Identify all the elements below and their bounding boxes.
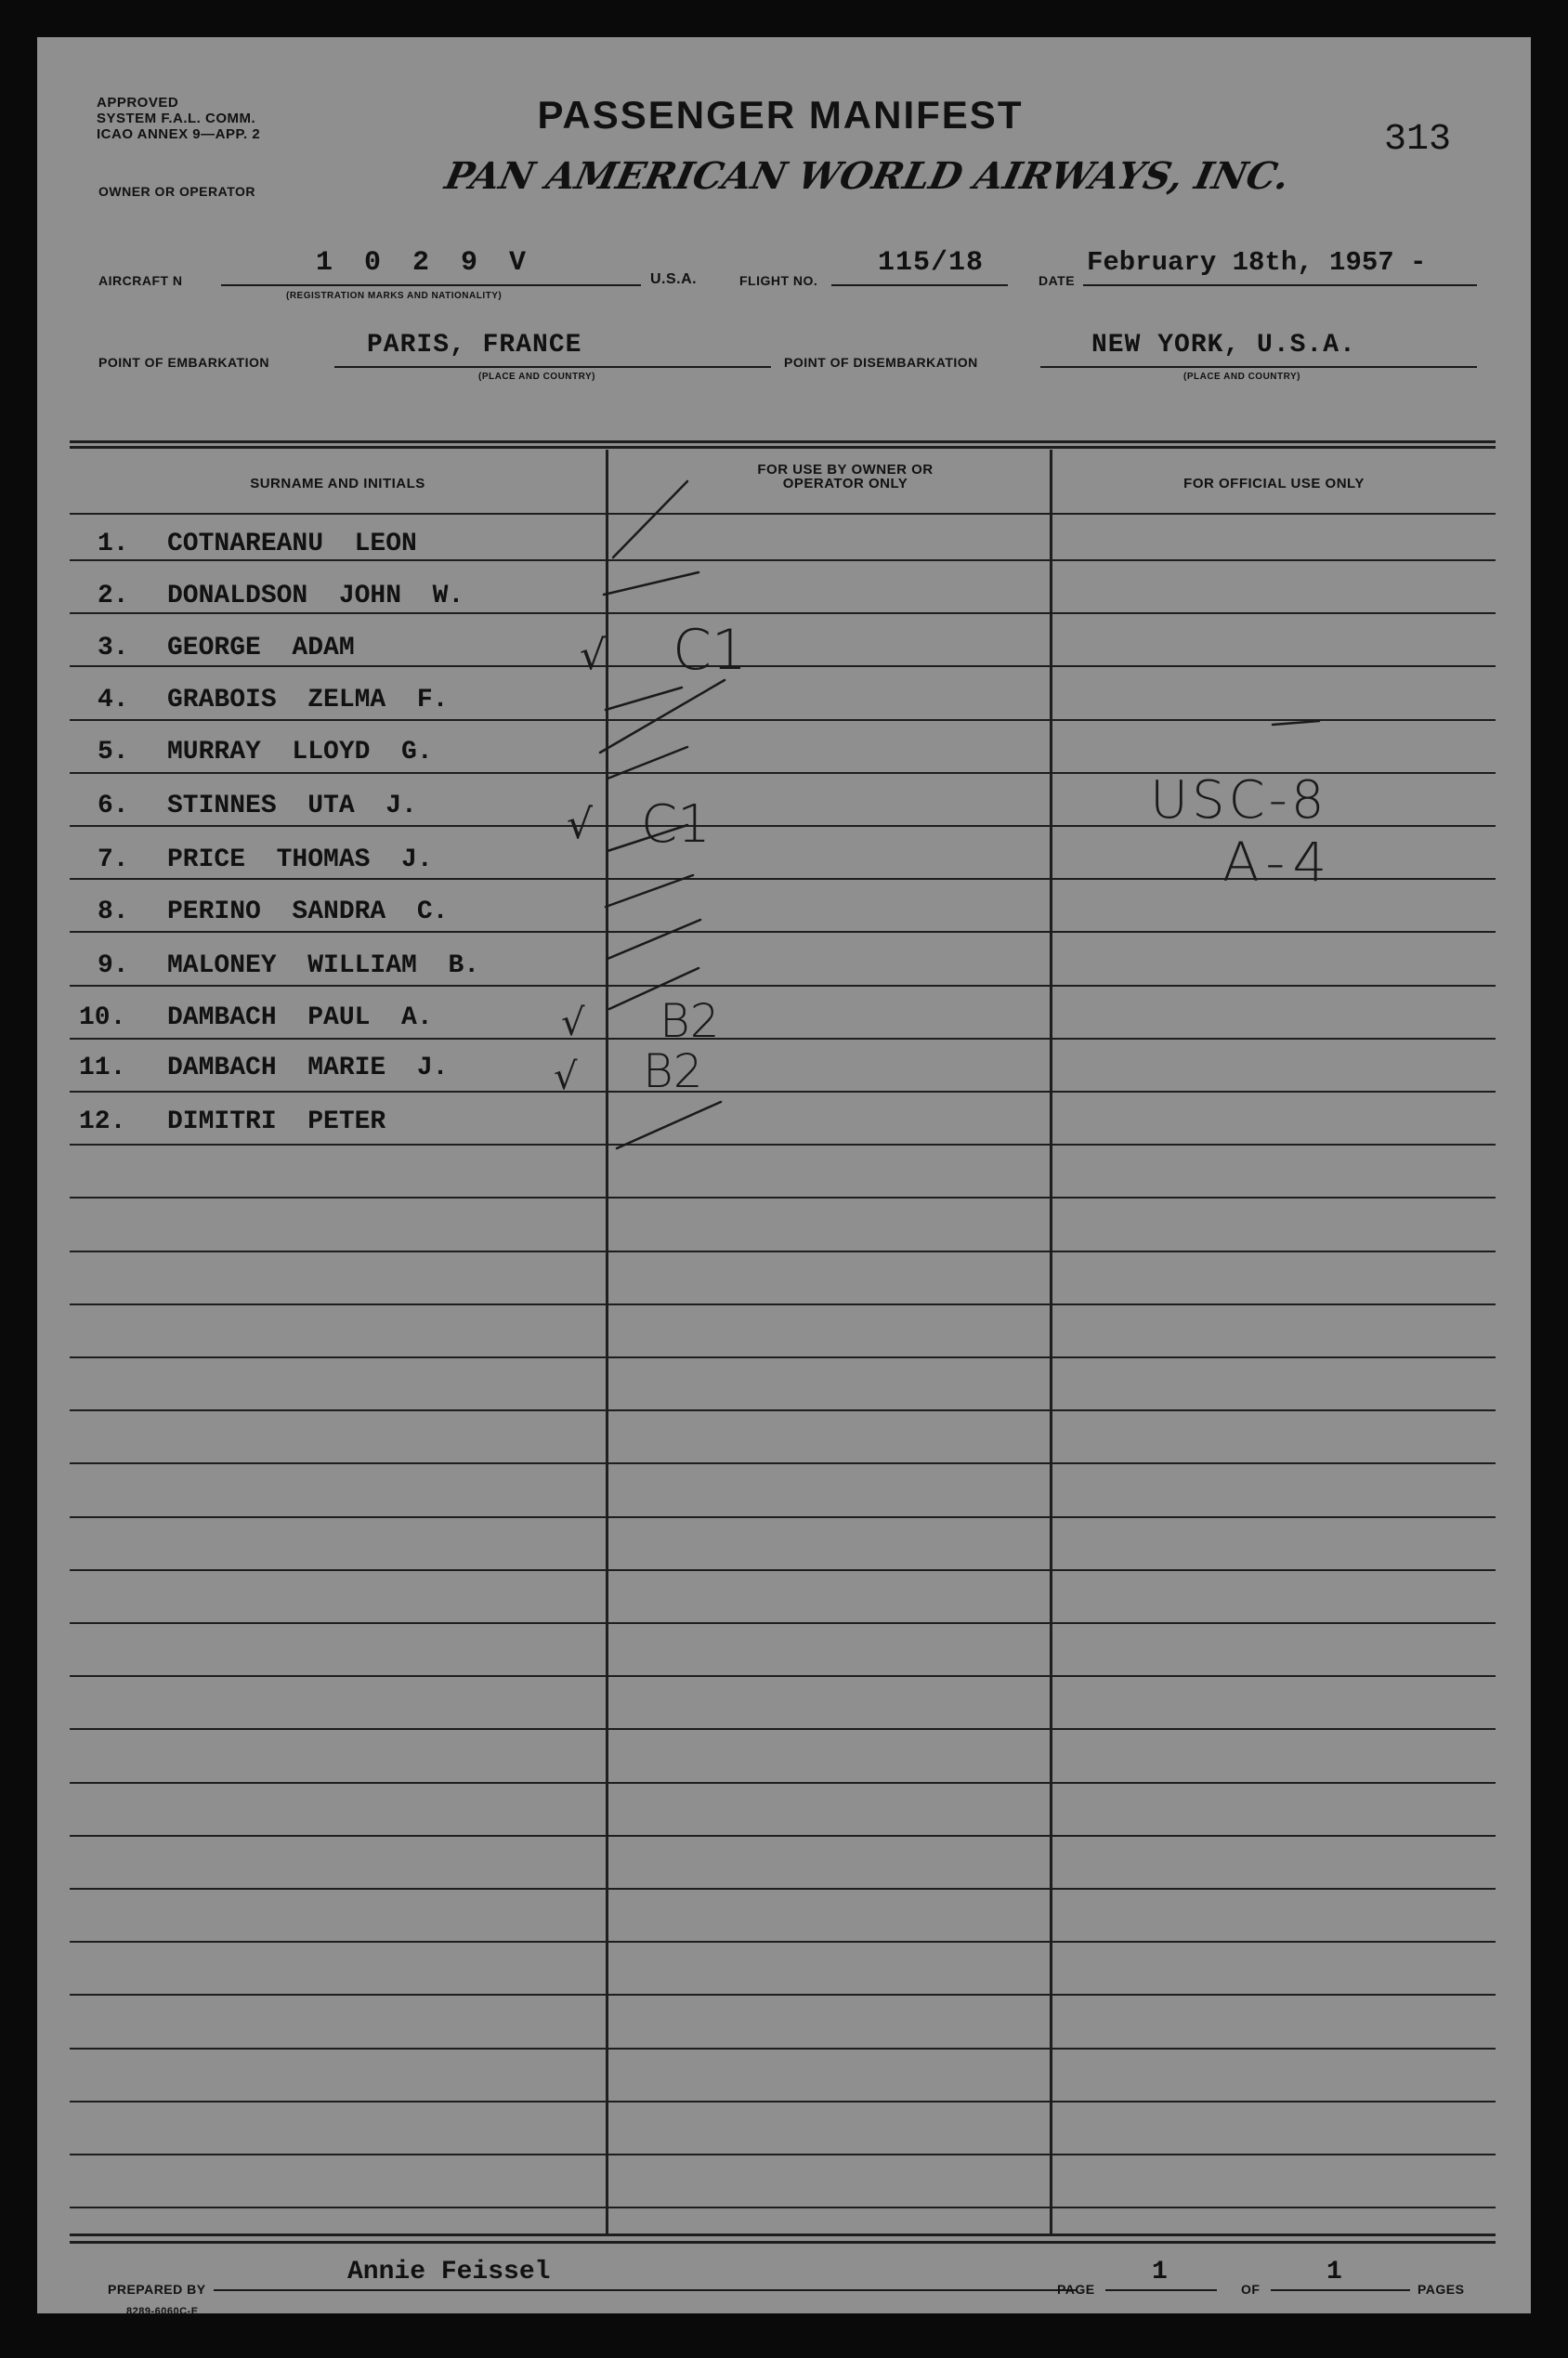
col-header-official: FOR OFFICIAL USE ONLY <box>1183 476 1365 491</box>
official-code-2: A-4 <box>1222 831 1335 894</box>
usa-label: U.S.A. <box>650 271 698 287</box>
row-number: 1. <box>98 530 129 558</box>
disembark-value: NEW YORK, U.S.A. <box>1091 331 1356 360</box>
row-number: 8. <box>98 897 129 926</box>
passenger-name: MALONEY WILLIAM B. <box>167 951 480 980</box>
aircraft-label: AIRCRAFT N <box>98 273 183 288</box>
passenger-name: DIMITRI PETER <box>167 1107 386 1136</box>
row-number: 10. <box>79 1003 126 1032</box>
passenger-name: DAMBACH PAUL A. <box>167 1003 433 1032</box>
approval-line: APPROVED <box>97 95 179 111</box>
disembark-caption: (PLACE AND COUNTRY) <box>1183 372 1300 382</box>
page-underline <box>1105 2289 1217 2291</box>
passenger-name: PERINO SANDRA C. <box>167 897 449 926</box>
of-label: OF <box>1241 2282 1261 2297</box>
flight-label: FLIGHT NO. <box>739 273 818 288</box>
owner-label: OWNER OR OPERATOR <box>98 184 255 199</box>
slash-mark <box>613 481 687 557</box>
aircraft-caption: (REGISTRATION MARKS AND NATIONALITY) <box>286 291 503 301</box>
row-number: 7. <box>98 845 129 874</box>
disembark-label: POINT OF DISEMBARKATION <box>784 355 978 370</box>
embark-value: PARIS, FRANCE <box>367 331 582 360</box>
slash-mark <box>606 688 682 710</box>
owner-value: PAN AMERICAN WORLD AIRWAYS, INC. <box>441 154 1294 198</box>
slash-mark <box>617 1102 721 1148</box>
owner-code-row6: C1 <box>641 794 711 855</box>
form-code: 8289-6060C-E <box>126 2306 199 2317</box>
date-label: DATE <box>1039 273 1076 288</box>
row-number: 3. <box>98 634 129 662</box>
flight-value: 115/18 <box>878 247 985 279</box>
passenger-name: DONALDSON JOHN W. <box>167 582 464 610</box>
row-number: 6. <box>98 792 129 820</box>
slash-mark <box>608 920 700 959</box>
page-title: PASSENGER MANIFEST <box>537 93 1024 137</box>
row-number: 2. <box>98 582 129 610</box>
check-mark: √ <box>561 1002 585 1044</box>
slash-mark <box>600 680 725 753</box>
check-mark: √ <box>567 801 594 848</box>
passenger-name: PRICE THOMAS J. <box>167 845 433 874</box>
row-number: 12. <box>79 1107 126 1136</box>
aircraft-value: 1 0 2 9 V <box>316 247 534 279</box>
pages-label: PAGES <box>1418 2282 1465 2297</box>
prepared-label: PREPARED BY <box>108 2282 206 2297</box>
stray-mark <box>1273 721 1319 725</box>
row-number: 4. <box>98 686 129 714</box>
prepared-value: Annie Feissel <box>347 2258 551 2286</box>
slash-mark <box>608 747 687 779</box>
date-value: February 18th, 1957 - <box>1087 247 1427 278</box>
passenger-name: STINNES UTA J. <box>167 792 417 820</box>
embark-caption: (PLACE AND COUNTRY) <box>478 372 595 382</box>
row-number: 5. <box>98 738 129 766</box>
passenger-name: MURRAY LLOYD G. <box>167 738 433 766</box>
of-underline <box>1271 2289 1410 2291</box>
owner-code-row11: B2 <box>643 1044 703 1098</box>
check-mark: √ <box>554 1055 578 1098</box>
prepared-underline <box>214 2289 1078 2291</box>
slash-mark <box>606 875 693 907</box>
owner-code-row3: C1 <box>673 618 748 683</box>
table-bottom-rule <box>70 2241 1496 2244</box>
passenger-name: GRABOIS ZELMA F. <box>167 686 449 714</box>
slash-mark <box>604 572 699 595</box>
handwritten-marks <box>37 37 1531 2313</box>
owner-code-row10: B2 <box>660 994 720 1048</box>
page-stamp: 313 <box>1384 119 1452 161</box>
passenger-name: COTNAREANU LEON <box>167 530 417 558</box>
passenger-name: GEORGE ADAM <box>167 634 355 662</box>
approval-line: ICAO ANNEX 9—APP. 2 <box>97 126 261 142</box>
check-mark: √ <box>580 632 607 679</box>
embark-label: POINT OF EMBARKATION <box>98 355 269 370</box>
page-value: 1 <box>1152 2258 1168 2286</box>
row-number: 11. <box>79 1054 126 1082</box>
of-value: 1 <box>1326 2258 1342 2286</box>
passenger-name: DAMBACH MARIE J. <box>167 1054 449 1082</box>
table-bottom-rule <box>70 2234 1496 2236</box>
row-number: 9. <box>98 951 129 980</box>
manifest-sheet <box>37 37 1531 2317</box>
col-header-surname: SURNAME AND INITIALS <box>250 476 425 491</box>
page-label: PAGE <box>1057 2282 1095 2297</box>
official-code-1: USC-8 <box>1150 770 1328 831</box>
approval-line: SYSTEM F.A.L. COMM. <box>97 111 256 126</box>
col-header-owner: FOR USE BY OWNER OR OPERATOR ONLY <box>757 462 934 491</box>
